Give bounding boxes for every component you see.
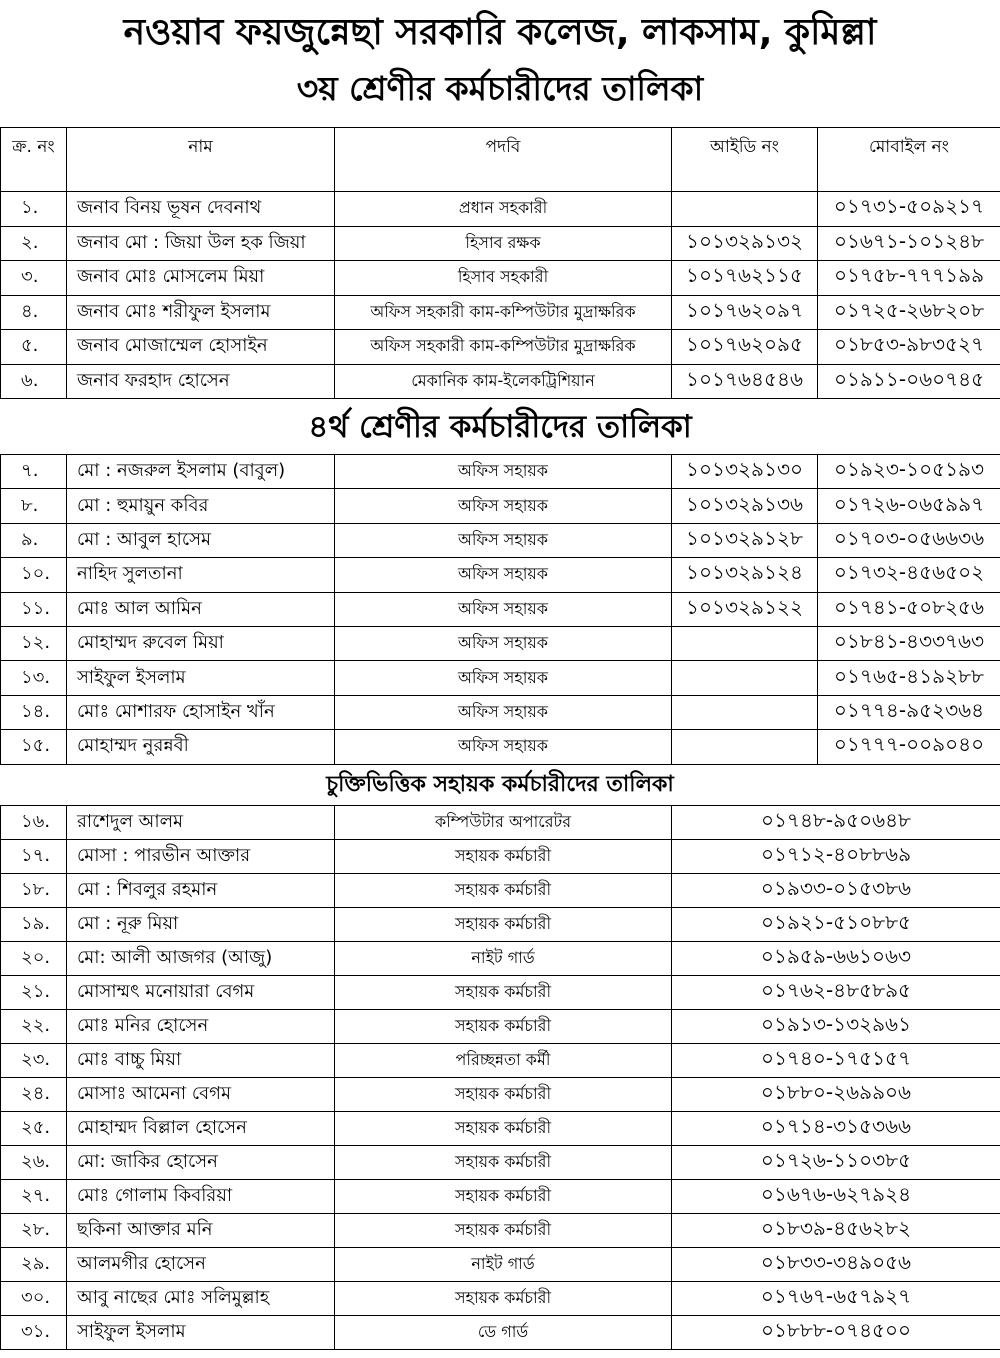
- table-row: [1, 1078, 1000, 1112]
- designation-cell: সহায়ক কর্মচারী: [335, 976, 672, 1010]
- designation-cell: প্রধান সহকারী: [335, 192, 672, 227]
- serial-cell: ৩.: [1, 261, 67, 296]
- table-row: [1, 330, 1000, 365]
- mobile-cell: ০১৭৭৪-৯৫২৩৬৪: [818, 695, 1000, 729]
- serial-cell: ৮.: [1, 489, 67, 523]
- name-cell: রাশেদুল আলম: [67, 806, 335, 840]
- serial-cell: ২৫.: [1, 1112, 67, 1146]
- name-cell: মো : আবুল হাসেম: [67, 523, 335, 557]
- serial-cell: ৫.: [1, 330, 67, 365]
- id-cell: ১০১৩২৯১২৮: [672, 523, 818, 557]
- serial-cell: ১০.: [1, 558, 67, 592]
- table-row: [1, 874, 1000, 908]
- designation-cell: পরিচ্ছন্নতা কর্মী: [335, 1044, 672, 1078]
- name-cell: মো : নজরুল ইসলাম (বাবুল): [67, 455, 335, 489]
- mobile-cell: ০১৮৩৩-৩৪৯০৫৬: [672, 1248, 1000, 1282]
- serial-cell: ১.: [1, 192, 67, 227]
- table-row: [1, 626, 1000, 660]
- id-cell: ১০১৩২৯১৩৬: [672, 489, 818, 523]
- id-cell: [672, 695, 818, 729]
- mobile-cell: ০১৭০৩-০৫৬৬৩৬: [818, 523, 1000, 557]
- mobile-cell: ০১৭৬৭-৬৫৭৯২৭: [672, 1282, 1000, 1316]
- table-row: [1, 1248, 1000, 1282]
- serial-cell: ২৭.: [1, 1180, 67, 1214]
- designation-cell: নাইট গার্ড: [335, 1248, 672, 1282]
- serial-cell: ১১.: [1, 592, 67, 626]
- id-cell: [672, 661, 818, 695]
- mobile-cell: ০১৭৪১-৫০৮২৫৬: [818, 592, 1000, 626]
- table-row: [1, 489, 1000, 523]
- serial-cell: ৬.: [1, 364, 67, 399]
- id-cell: [672, 192, 818, 227]
- designation-cell: অফিস সহায়ক: [335, 592, 672, 626]
- designation-cell: সহায়ক কর্মচারী: [335, 1010, 672, 1044]
- serial-cell: ১৭.: [1, 840, 67, 874]
- serial-cell: ২৪.: [1, 1078, 67, 1112]
- table-row: [1, 1316, 1000, 1350]
- name-cell: জনাব বিনয় ভূষন দেবনাথ: [67, 192, 335, 227]
- designation-cell: সহায়ক কর্মচারী: [335, 1112, 672, 1146]
- contract-title: চুক্তিভিত্তিক সহায়ক কর্মচারীদের তালিকা: [326, 772, 674, 797]
- mobile-cell: ০১৭১৪-৩১৫৩৬৬: [672, 1112, 1000, 1146]
- mobile-cell: ০১৭৪৮-৯৫০৬৪৮: [672, 806, 1000, 840]
- name-cell: আলমগীর হোসেন: [67, 1248, 335, 1282]
- table-row: [1, 1180, 1000, 1214]
- name-cell: মোঃ আল আমিন: [67, 592, 335, 626]
- column-serial: ক্র. নং: [1, 128, 67, 192]
- designation-cell: অফিস সহায়ক: [335, 489, 672, 523]
- name-cell: জনাব মোঃ মোসলেম মিয়া: [67, 261, 335, 296]
- designation-cell: অফিস সহায়ক: [335, 558, 672, 592]
- mobile-cell: ০১৯২১-৫১০৮৮৫: [672, 908, 1000, 942]
- mobile-cell: ০১৬৭৬-৬২৭৯২৪: [672, 1180, 1000, 1214]
- designation-cell: সহায়ক কর্মচারী: [335, 1180, 672, 1214]
- class4-table: [0, 454, 1000, 765]
- contract-table: [0, 805, 1000, 1350]
- table-row: [1, 1214, 1000, 1248]
- name-cell: মো: আলী আজগর (আজু): [67, 942, 335, 976]
- table-row: [1, 730, 1000, 764]
- mobile-cell: ০১৮৮৮-০৭৪৫০০: [672, 1316, 1000, 1350]
- serial-cell: ২৯.: [1, 1248, 67, 1282]
- table-row: [1, 695, 1000, 729]
- class4-title: ৪র্থ শ্রেণীর কর্মচারীদের তালিকা: [308, 409, 692, 445]
- designation-cell: সহায়ক কর্মচারী: [335, 840, 672, 874]
- name-cell: আবু নাছের মোঃ সলিমুল্লাহ: [67, 1282, 335, 1316]
- serial-cell: ২৮.: [1, 1214, 67, 1248]
- mobile-cell: ০১৯২৩-১০৫১৯৩: [818, 455, 1000, 489]
- id-cell: ১০১৭৬২১১৫: [672, 261, 818, 296]
- designation-cell: কম্পিউটার অপারেটর: [335, 806, 672, 840]
- serial-cell: ২১.: [1, 976, 67, 1010]
- id-cell: ১০১৭৬৪৫৪৬: [672, 364, 818, 399]
- name-cell: মোঃ মনির হোসেন: [67, 1010, 335, 1044]
- mobile-cell: ০১৭২৬-১১০৩৮৫: [672, 1146, 1000, 1180]
- name-cell: মোসাম্মৎ মনোয়ারা বেগম: [67, 976, 335, 1010]
- designation-cell: সহায়ক কর্মচারী: [335, 874, 672, 908]
- designation-cell: সহায়ক কর্মচারী: [335, 1146, 672, 1180]
- name-cell: মোহাম্মদ রুবেল মিয়া: [67, 626, 335, 660]
- table-row: [1, 942, 1000, 976]
- designation-cell: মেকানিক কাম-ইলেকট্রিশিয়ান: [335, 364, 672, 399]
- designation-cell: অফিস সহকারী কাম-কম্পিউটার মুদ্রাক্ষরিক: [335, 330, 672, 365]
- mobile-cell: ০১৭১২-৪০৮৮৬৯: [672, 840, 1000, 874]
- serial-cell: ২৩.: [1, 1044, 67, 1078]
- mobile-cell: ০১৭৩১-৫০৯২১৭: [818, 192, 1000, 227]
- table-row: [1, 1146, 1000, 1180]
- id-cell: ১০১৩২৯১২৪: [672, 558, 818, 592]
- name-cell: নাহিদ সুলতানা: [67, 558, 335, 592]
- table-row: [1, 226, 1000, 261]
- mobile-cell: ০১৭২৫-২৬৮২০৮: [818, 295, 1000, 330]
- table-header-row: [1, 128, 1000, 192]
- column-designation: পদবি: [335, 128, 672, 192]
- id-cell: ১০১৩২৯১২২: [672, 592, 818, 626]
- table-row: [1, 558, 1000, 592]
- name-cell: মোসাঃ আমেনা বেগম: [67, 1078, 335, 1112]
- designation-cell: অফিস সহায়ক: [335, 455, 672, 489]
- mobile-cell: ০১৮৩৯-৪৫৬২৮২: [672, 1214, 1000, 1248]
- mobile-cell: ০১৭৬৫-৪১৯২৮৮: [818, 661, 1000, 695]
- id-cell: ১০১৩২৯১৩০: [672, 455, 818, 489]
- table-row: [1, 1010, 1000, 1044]
- serial-cell: ১৪.: [1, 695, 67, 729]
- mobile-cell: ০১৯৫৯-৬৬১০৬৩: [672, 942, 1000, 976]
- mobile-cell: ০১৭৫৮-৭৭৭১৯৯: [818, 261, 1000, 296]
- id-cell: ১০১৭৬২০৯৭: [672, 295, 818, 330]
- table-row: [1, 592, 1000, 626]
- name-cell: সাইফুল ইসলাম: [67, 1316, 335, 1350]
- designation-cell: সহায়ক কর্মচারী: [335, 1078, 672, 1112]
- table-row: [1, 661, 1000, 695]
- name-cell: জনাব মো : জিয়া উল হক জিয়া: [67, 226, 335, 261]
- mobile-cell: ০১৬৭১-১০১২৪৮: [818, 226, 1000, 261]
- name-cell: মো : শিবলুর রহমান: [67, 874, 335, 908]
- mobile-cell: ০১৯৩৩-০১৫৩৮৬: [672, 874, 1000, 908]
- mobile-cell: ০১৭৩২-৪৫৬৫০২: [818, 558, 1000, 592]
- designation-cell: সহায়ক কর্মচারী: [335, 908, 672, 942]
- serial-cell: ১২.: [1, 626, 67, 660]
- mobile-cell: ০১৯১১-০৬০৭৪৫: [818, 364, 1000, 399]
- serial-cell: ১৩.: [1, 661, 67, 695]
- mobile-cell: ০১৮৫৩-৯৮৩৫২৭: [818, 330, 1000, 365]
- table-row: [1, 1282, 1000, 1316]
- designation-cell: হিসাব রক্ষক: [335, 226, 672, 261]
- column-id: আইডি নং: [672, 128, 818, 192]
- column-mobile: মোবাইল নং: [818, 128, 1000, 192]
- id-cell: [672, 626, 818, 660]
- mobile-cell: ০১৮৪১-৪৩৩৭৬৩: [818, 626, 1000, 660]
- class3-title: ৩য় শ্রেণীর কর্মচারীদের তালিকা: [296, 69, 704, 108]
- serial-cell: ৩০.: [1, 1282, 67, 1316]
- id-cell: ১০১৭৬২০৯৫: [672, 330, 818, 365]
- name-cell: মোহাম্মদ নুরন্নবী: [67, 730, 335, 764]
- mobile-cell: ০১৭২৬-০৬৫৯৯৭: [818, 489, 1000, 523]
- name-cell: মো : হুমায়ুন কবির: [67, 489, 335, 523]
- name-cell: জনাব ফরহাদ হোসেন: [67, 364, 335, 399]
- mobile-cell: ০১৭৬২-৪৮৫৮৯৫: [672, 976, 1000, 1010]
- serial-cell: ২৬.: [1, 1146, 67, 1180]
- designation-cell: অফিস সহায়ক: [335, 695, 672, 729]
- table-row: [1, 455, 1000, 489]
- name-cell: মোসা : পারভীন আক্তার: [67, 840, 335, 874]
- table-row: [1, 840, 1000, 874]
- designation-cell: সহায়ক কর্মচারী: [335, 1282, 672, 1316]
- serial-cell: ১৫.: [1, 730, 67, 764]
- table-row: [1, 908, 1000, 942]
- name-cell: জনাব মোজাম্মেল হোসাইন: [67, 330, 335, 365]
- class3-table: [0, 127, 1000, 399]
- name-cell: মোঃ গোলাম কিবরিয়া: [67, 1180, 335, 1214]
- designation-cell: নাইট গার্ড: [335, 942, 672, 976]
- designation-cell: অফিস সহায়ক: [335, 523, 672, 557]
- table-row: [1, 364, 1000, 399]
- name-cell: মোঃ বাচ্চু মিয়া: [67, 1044, 335, 1078]
- id-cell: [672, 730, 818, 764]
- name-cell: জনাব মোঃ শরীফুল ইসলাম: [67, 295, 335, 330]
- name-cell: ছকিনা আক্তার মনি: [67, 1214, 335, 1248]
- serial-cell: ৪.: [1, 295, 67, 330]
- name-cell: সাইফুল ইসলাম: [67, 661, 335, 695]
- table-row: [1, 523, 1000, 557]
- serial-cell: ২০.: [1, 942, 67, 976]
- serial-cell: ৯.: [1, 523, 67, 557]
- designation-cell: ডে গার্ড: [335, 1316, 672, 1350]
- name-cell: মোহাম্মদ বিল্লাল হোসেন: [67, 1112, 335, 1146]
- designation-cell: অফিস সহায়ক: [335, 626, 672, 660]
- name-cell: মোঃ মোশারফ হোসাইন খাঁন: [67, 695, 335, 729]
- designation-cell: হিসাব সহকারী: [335, 261, 672, 296]
- serial-cell: ২২.: [1, 1010, 67, 1044]
- id-cell: ১০১৩২৯১৩২: [672, 226, 818, 261]
- serial-cell: ১৬.: [1, 806, 67, 840]
- serial-cell: ১৯.: [1, 908, 67, 942]
- designation-cell: অফিস সহায়ক: [335, 661, 672, 695]
- table-row: [1, 192, 1000, 227]
- designation-cell: অফিস সহায়ক: [335, 730, 672, 764]
- table-row: [1, 1112, 1000, 1146]
- mobile-cell: ০১৭৪০-১৭৫১৫৭: [672, 1044, 1000, 1078]
- serial-cell: ৭.: [1, 455, 67, 489]
- table-row: [1, 1044, 1000, 1078]
- serial-cell: ২.: [1, 226, 67, 261]
- designation-cell: অফিস সহকারী কাম-কম্পিউটার মুদ্রাক্ষরিক: [335, 295, 672, 330]
- table-row: [1, 261, 1000, 296]
- name-cell: মো: জাকির হোসেন: [67, 1146, 335, 1180]
- table-row: [1, 976, 1000, 1010]
- table-row: [1, 806, 1000, 840]
- mobile-cell: ০১৯১৩-১৩২৯৬১: [672, 1010, 1000, 1044]
- serial-cell: ৩১.: [1, 1316, 67, 1350]
- mobile-cell: ০১৭৭৭-০০৯০৪০: [818, 730, 1000, 764]
- college-title: নওয়াব ফয়জুন্নেছা সরকারি কলেজ, লাকসাম, কুমিল্লা: [123, 12, 877, 53]
- name-cell: মো : নূরু মিয়া: [67, 908, 335, 942]
- mobile-cell: ০১৮৮০-২৬৯৯০৬: [672, 1078, 1000, 1112]
- table-row: [1, 295, 1000, 330]
- serial-cell: ১৮.: [1, 874, 67, 908]
- column-name: নাম: [67, 128, 335, 192]
- designation-cell: সহায়ক কর্মচারী: [335, 1214, 672, 1248]
